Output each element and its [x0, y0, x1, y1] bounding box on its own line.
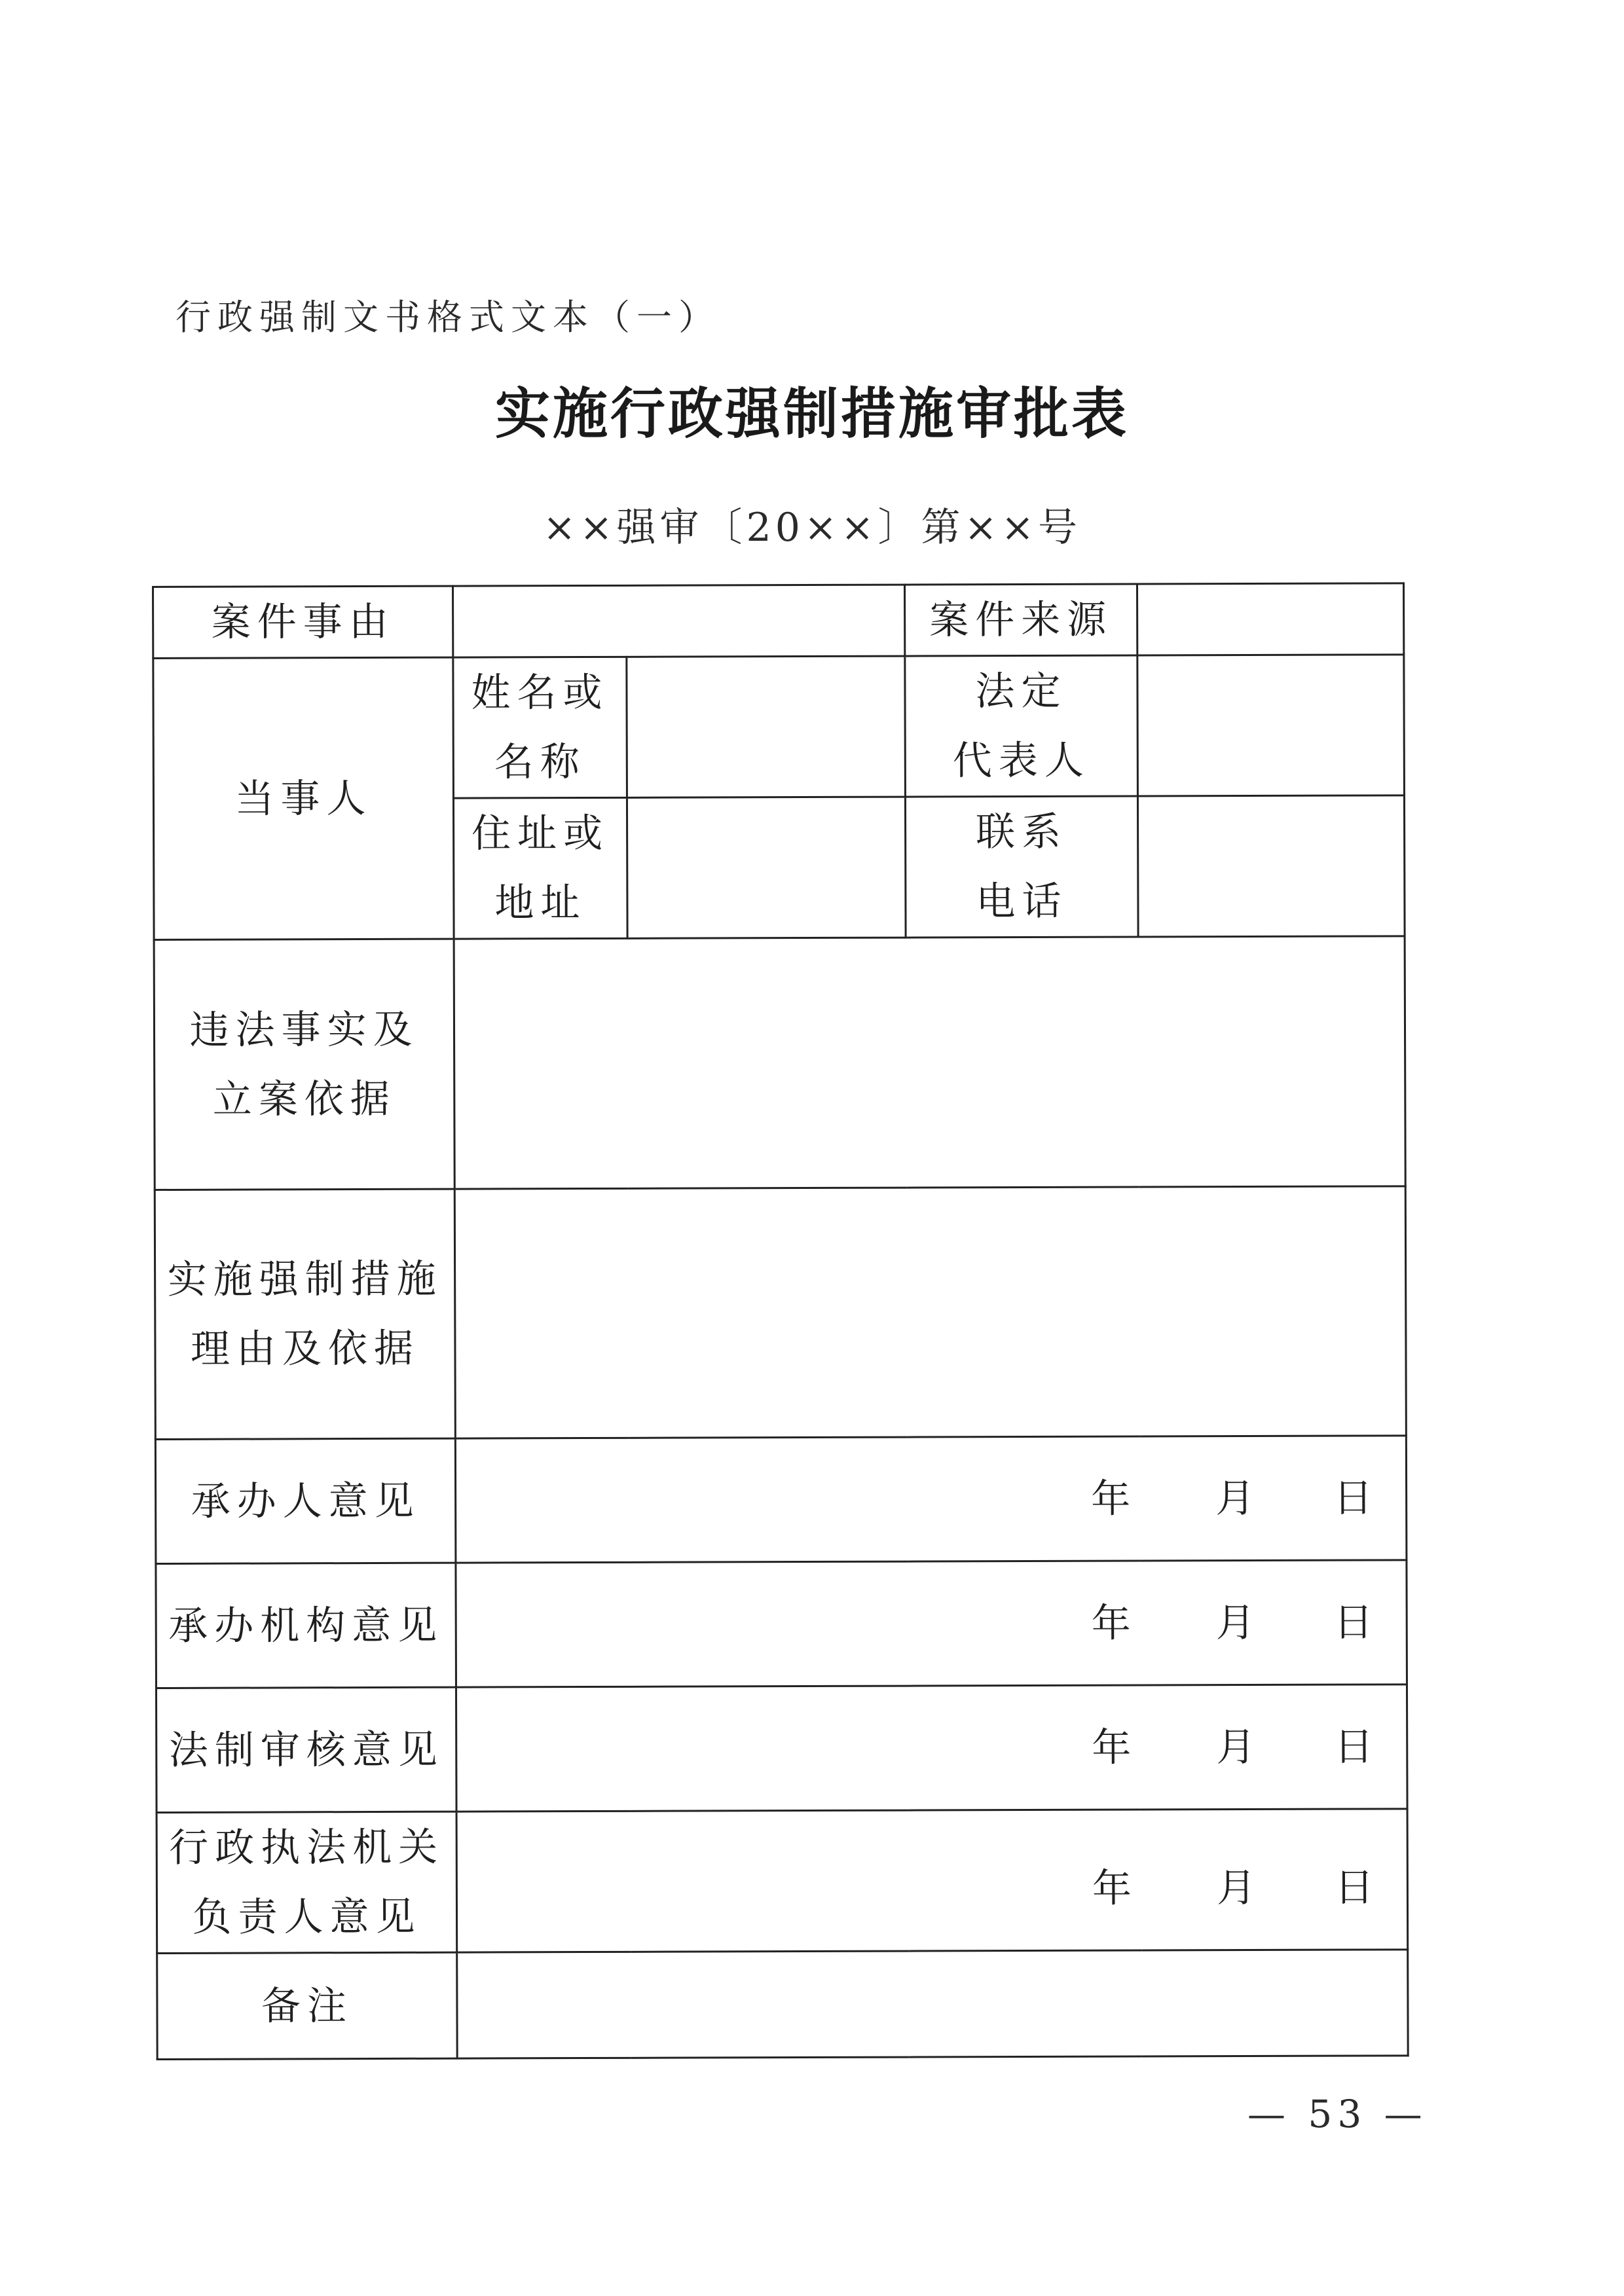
- authority-head-opinion-label: [157, 1812, 457, 1953]
- handling-org-opinion-row: [156, 1560, 1407, 1688]
- phone-label-line-1: 联系: [976, 809, 1068, 856]
- facts-label-line-1: 违法事实及: [189, 1006, 419, 1053]
- phone-label: [905, 796, 1138, 938]
- measures-row: [155, 1186, 1406, 1440]
- date-month-label: 月: [1216, 1724, 1263, 1770]
- handling-org-opinion-date: [1091, 1561, 1380, 1684]
- date-month-label: 月: [1215, 1475, 1262, 1522]
- handler-opinion-row: [155, 1436, 1407, 1564]
- date-year-label: 年: [1091, 1476, 1137, 1522]
- document-title: 实施行政强制措施审批表: [494, 381, 1129, 446]
- measures-field[interactable]: [454, 1186, 1406, 1438]
- legal-review-opinion-field[interactable]: [456, 1685, 1407, 1812]
- facts-label: [154, 939, 454, 1190]
- measures-label-line-1: 实施强制措施: [167, 1256, 443, 1303]
- date-day-label: 日: [1333, 1474, 1380, 1522]
- date-month-label: 月: [1215, 1599, 1262, 1646]
- address-label-line-1: 住址或: [471, 810, 610, 857]
- approval-form-table: [152, 582, 1409, 2060]
- case-reason-field[interactable]: [453, 585, 905, 657]
- handler-opinion-field[interactable]: [455, 1436, 1407, 1563]
- facts-row: [154, 936, 1405, 1190]
- date-year-label: 年: [1091, 1600, 1137, 1647]
- legal-review-opinion-row: [156, 1685, 1407, 1813]
- legal-review-opinion-label: 法制审核意见: [156, 1687, 456, 1812]
- legal-rep-field[interactable]: [1137, 655, 1405, 796]
- handling-org-opinion-label: 承办机构意见: [156, 1563, 456, 1688]
- case-source-label: 案件来源: [904, 584, 1137, 656]
- party-name-row: [153, 655, 1405, 799]
- remarks-row: [157, 1950, 1408, 2060]
- date-year-label: 年: [1092, 1865, 1139, 1912]
- date-day-label: 日: [1333, 1599, 1380, 1646]
- document-series-label: 行政强制文书格式文本（一）: [175, 297, 720, 338]
- case-source-field[interactable]: [1137, 583, 1403, 655]
- authority-head-opinion-field[interactable]: [456, 1809, 1408, 1952]
- page-number: — 53 —: [1247, 2092, 1428, 2136]
- remarks-label: 备注: [157, 1952, 457, 2059]
- measures-label-line-2: 理由及依据: [190, 1325, 420, 1372]
- measures-label: [155, 1189, 455, 1439]
- authority-head-label-line-2: 负责人意见: [192, 1893, 422, 1941]
- case-row: [153, 583, 1404, 659]
- date-year-label: 年: [1092, 1724, 1138, 1771]
- handler-opinion-label: 承办人意见: [155, 1438, 456, 1563]
- legal-review-opinion-date: [1092, 1685, 1380, 1808]
- handling-org-opinion-field[interactable]: [456, 1560, 1407, 1687]
- name-label: [453, 657, 627, 798]
- address-label-line-2: 地址: [494, 880, 587, 926]
- name-label-line-2: 名称: [494, 739, 586, 786]
- date-month-label: 月: [1216, 1865, 1263, 1912]
- authority-head-opinion-row: [157, 1809, 1408, 1954]
- legal-rep-label: [905, 655, 1138, 797]
- date-day-label: 日: [1334, 1723, 1380, 1770]
- facts-label-line-2: 立案依据: [212, 1076, 396, 1123]
- name-label-line-1: 姓名或: [471, 669, 609, 716]
- case-reason-label: 案件事由: [153, 586, 453, 658]
- date-day-label: 日: [1334, 1865, 1381, 1911]
- legal-rep-label-line-1: 法定: [975, 668, 1067, 715]
- remarks-field[interactable]: [457, 1950, 1408, 2058]
- authority-head-label-line-1: 行政执法机关: [169, 1824, 445, 1871]
- authority-head-opinion-date: [1092, 1810, 1381, 1949]
- address-field[interactable]: [627, 797, 906, 938]
- document-number: ××强审〔20××〕第××号: [543, 505, 1081, 551]
- party-label: 当事人: [153, 657, 454, 939]
- phone-label-line-2: 电话: [976, 878, 1068, 925]
- facts-field[interactable]: [454, 936, 1405, 1189]
- legal-rep-label-line-2: 代表人: [952, 737, 1090, 784]
- handler-opinion-date: [1091, 1436, 1380, 1559]
- phone-field[interactable]: [1137, 795, 1405, 937]
- address-label: [453, 797, 627, 939]
- name-field[interactable]: [627, 656, 906, 797]
